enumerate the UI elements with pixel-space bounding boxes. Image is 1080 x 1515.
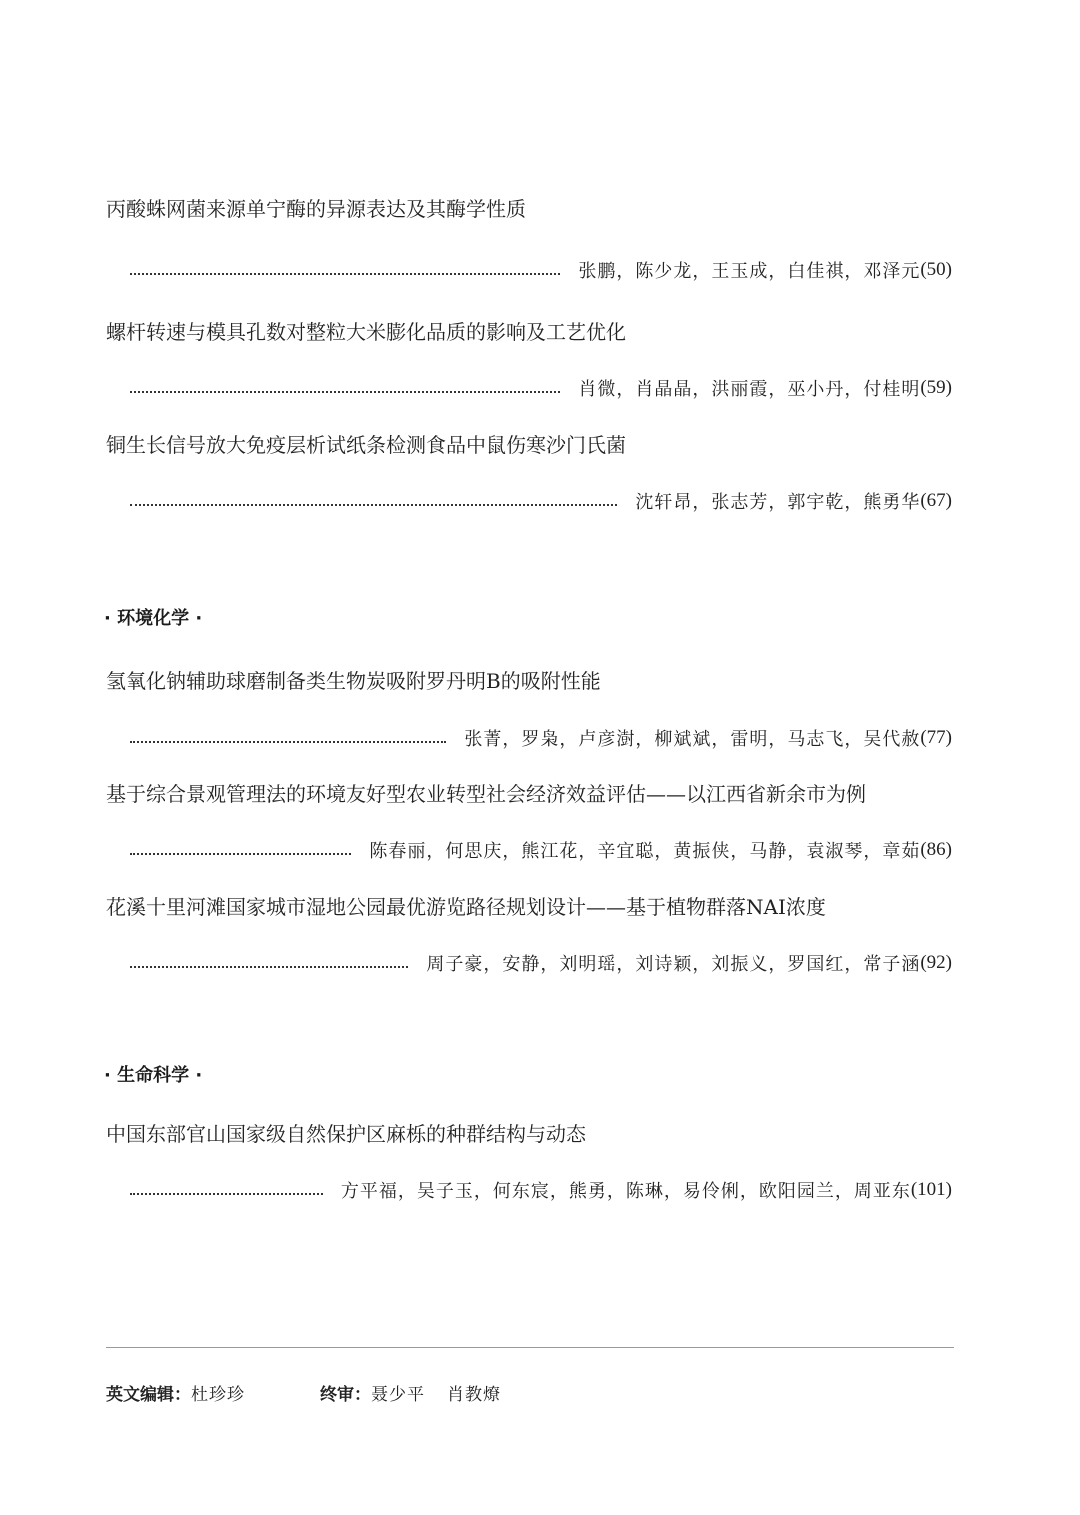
dot-leader	[130, 504, 617, 506]
article-title[interactable]: 丙酸蛛网菌来源单宁酶的异源表达及其酶学性质	[106, 197, 526, 221]
article-byline	[130, 949, 952, 977]
article-byline	[130, 1176, 952, 1204]
dot-leader	[130, 1193, 323, 1195]
article-authors: 沈轩昂，张志芳，郭宇乾，熊勇华	[635, 492, 921, 513]
article-page-number[interactable]: (50)	[920, 259, 952, 280]
article-byline	[130, 487, 952, 515]
article-page-number[interactable]: (59)	[920, 377, 952, 398]
article-page-number[interactable]: (86)	[920, 839, 952, 860]
article-title[interactable]: 中国东部官山国家级自然保护区麻栎的种群结构与动态	[106, 1122, 586, 1146]
article-authors: 肖微，肖晶晶，洪丽霞，巫小丹，付桂明	[578, 379, 921, 400]
article-authors: 陈春丽，何思庆，熊江花，辛宜聪，黄振侠，马静，袁淑琴，章茹	[369, 841, 921, 862]
article-page-number[interactable]: (67)	[920, 490, 952, 511]
final-reviewer-name: 肖教燎	[447, 1384, 501, 1405]
english-editor-credit	[106, 1379, 245, 1405]
article-authors: 周子豪，安静，刘明瑶，刘诗颖，刘振义，罗国红，常子涵	[426, 954, 921, 975]
article-byline	[130, 724, 952, 752]
article-byline	[130, 836, 952, 864]
article-page-number[interactable]: (77)	[920, 727, 952, 748]
final-reviewer-name: 聂少平	[371, 1384, 425, 1405]
section-heading: · 生命科学 ·	[104, 1065, 203, 1086]
final-review-credit	[320, 1379, 501, 1405]
article-byline	[130, 374, 952, 402]
dot-leader	[130, 741, 446, 743]
article-authors: 张鹏，陈少龙，王玉成，白佳祺，邓泽元	[578, 261, 921, 282]
article-byline	[130, 256, 952, 284]
article-page-number[interactable]: (101)	[910, 1179, 952, 1200]
article-authors: 张菁，罗枭，卢彦澍，柳斌斌，雷明，马志飞，吴代赦	[464, 729, 921, 750]
dot-leader	[130, 966, 408, 968]
article-title[interactable]: 螺杆转速与模具孔数对整粒大米膨化品质的影响及工艺优化	[106, 320, 626, 344]
article-title[interactable]: 铜生长信号放大免疫层析试纸条检测食品中鼠伤寒沙门氏菌	[106, 433, 626, 457]
article-authors: 方平福，吴子玉，何东宸，熊勇，陈琳，易伶俐，欧阳园兰，周亚东	[340, 1181, 911, 1202]
footer-divider	[106, 1347, 954, 1348]
english-editor-name: 杜珍珍	[191, 1384, 245, 1405]
article-title[interactable]: 氢氧化钠辅助球磨制备类生物炭吸附罗丹明B的吸附性能	[106, 669, 601, 693]
article-page-number[interactable]: (92)	[920, 952, 952, 973]
final-review-label: 终审：	[320, 1384, 371, 1405]
dot-leader	[130, 273, 560, 275]
dot-leader	[130, 853, 351, 855]
english-editor-label: 英文编辑：	[106, 1384, 191, 1405]
dot-leader	[130, 391, 560, 393]
article-title[interactable]: 花溪十里河滩国家城市湿地公园最优游览路径规划设计——基于植物群落NAI浓度	[106, 895, 826, 919]
section-heading: · 环境化学 ·	[104, 608, 203, 629]
article-title[interactable]: 基于综合景观管理法的环境友好型农业转型社会经济效益评估——以江西省新余市为例	[106, 782, 866, 806]
